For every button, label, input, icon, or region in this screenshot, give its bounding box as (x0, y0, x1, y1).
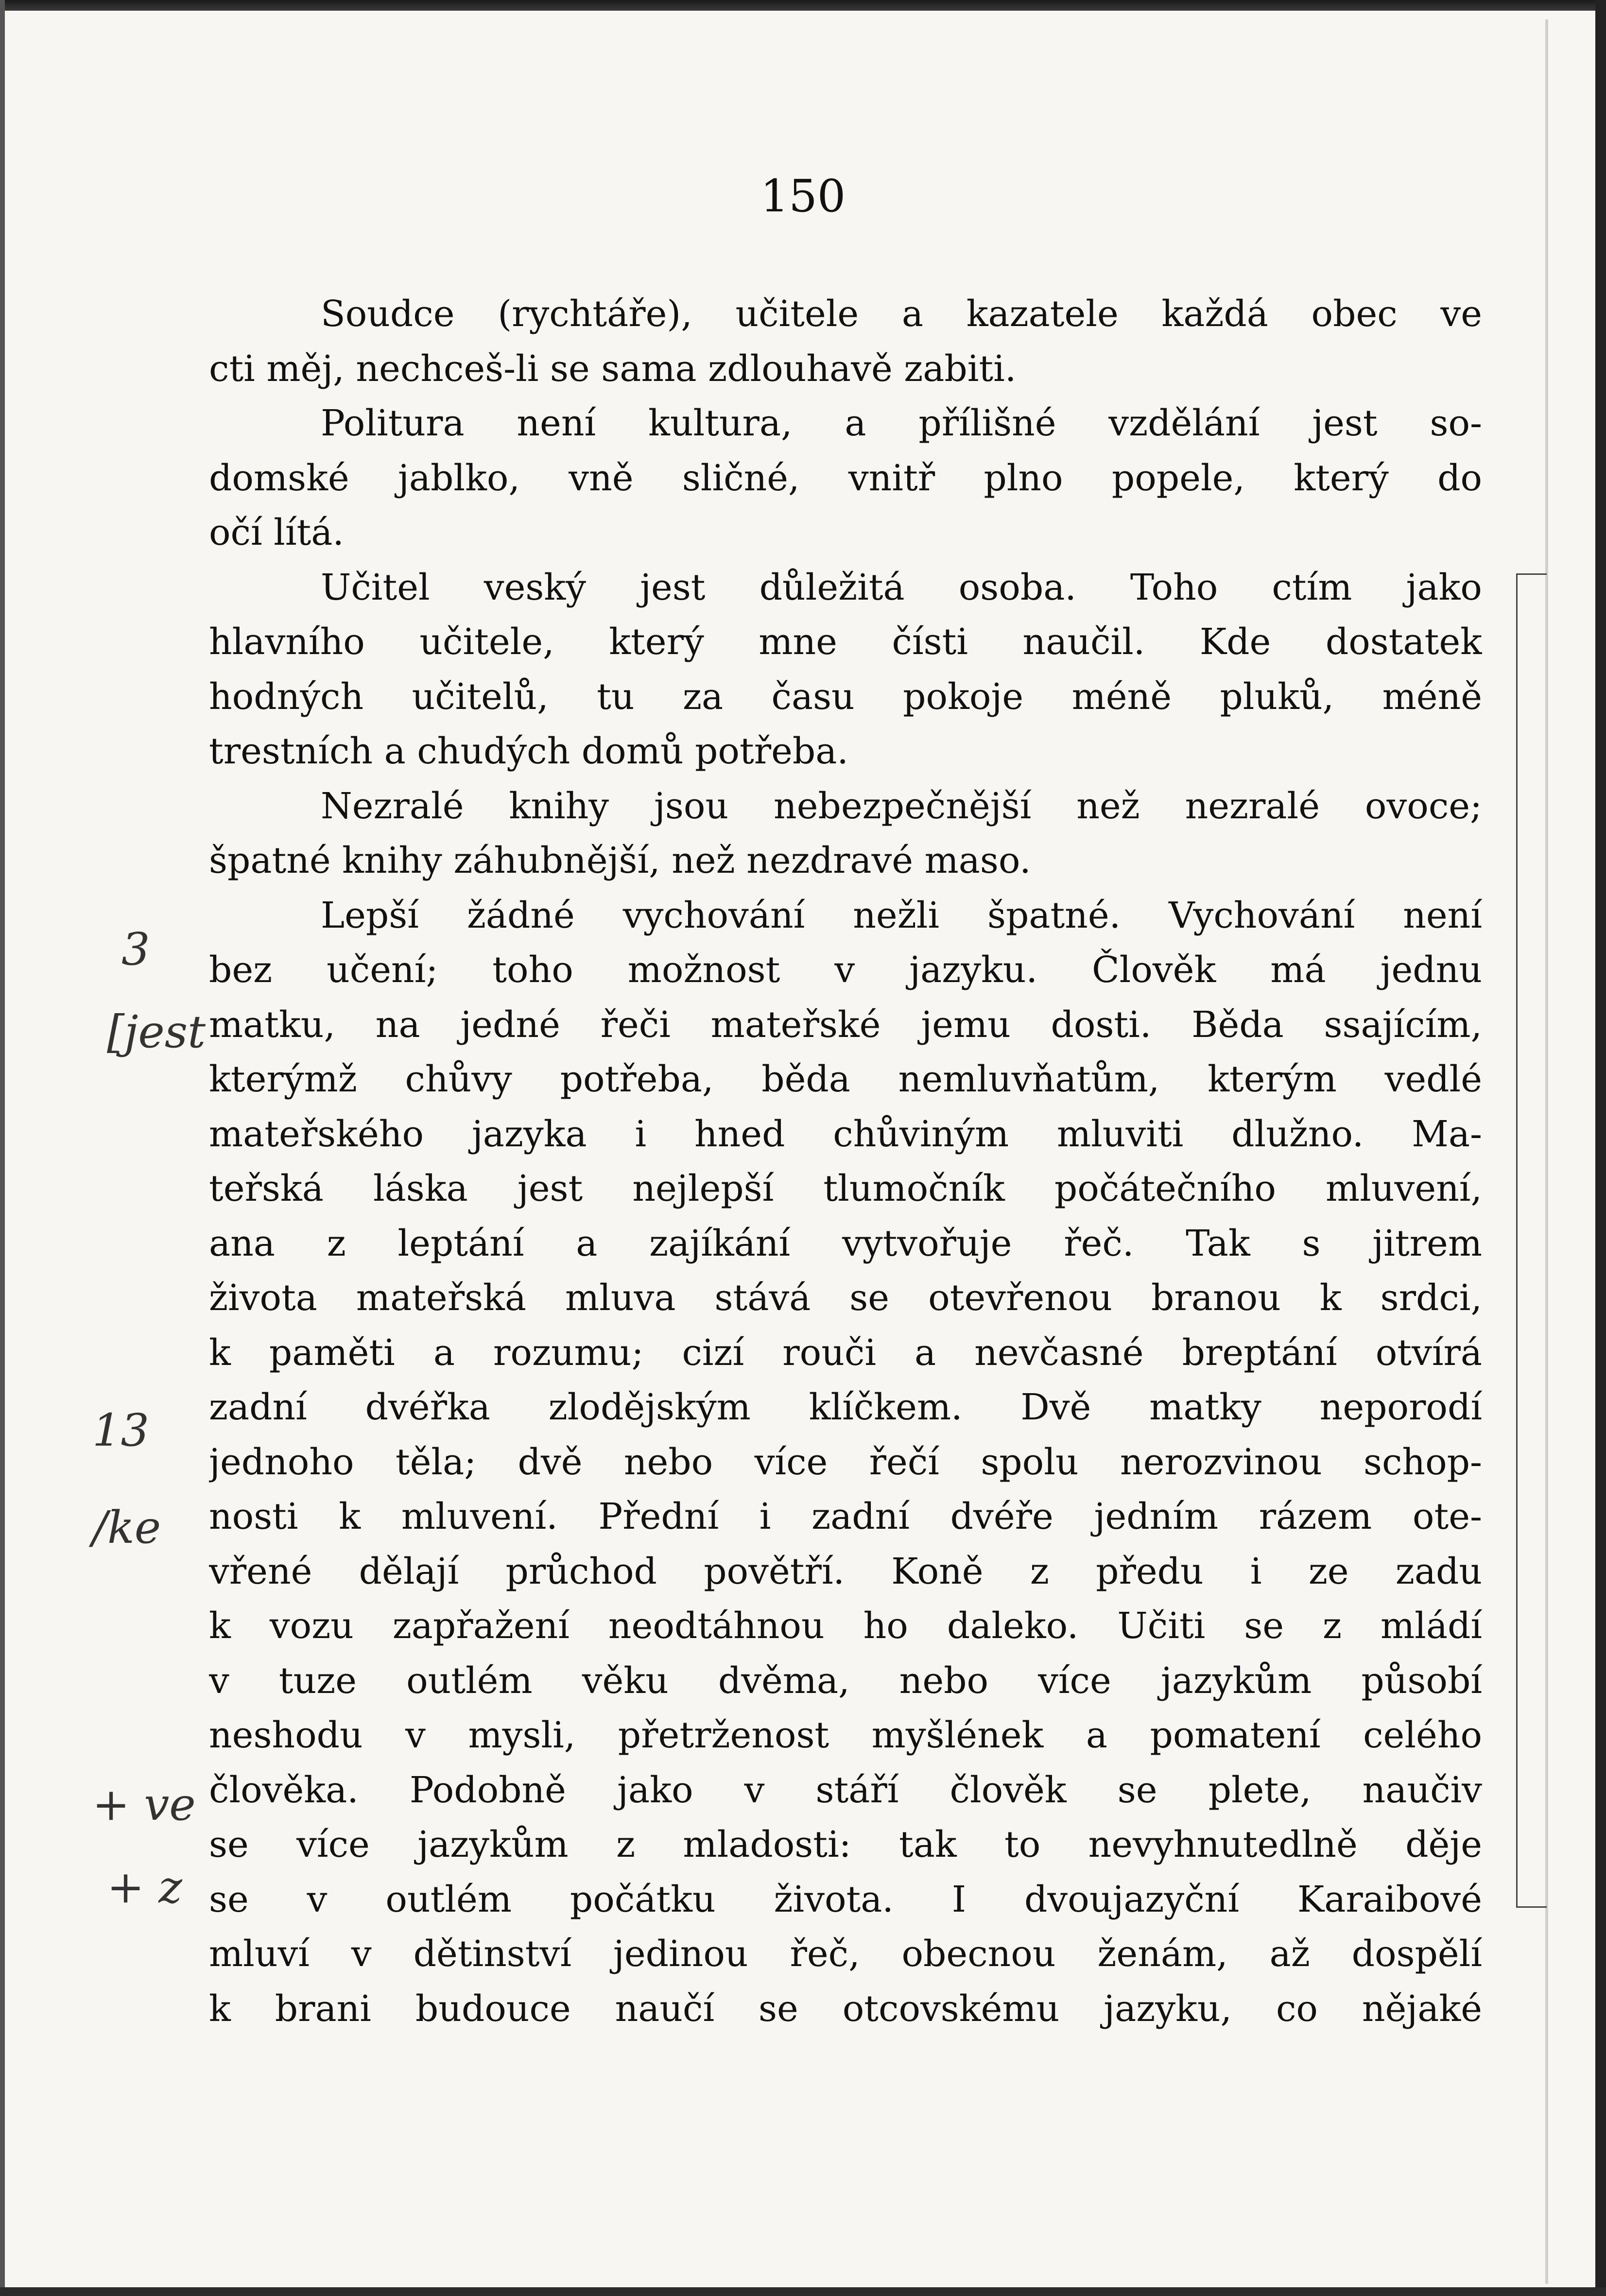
text-line: hodných učitelů, tu za času pokoje méně pluků, méně (209, 675, 1482, 718)
text-line: Nezralé knihy jsou nebezpečnější než nezralé ovoce; (321, 785, 1482, 827)
text-line: kterýmž chůvy potřeba, běda nemluvňatům, kterým vedlé (209, 1058, 1482, 1100)
text-line: ana z leptání a zajíkání vytvořuje řeč. Tak s jitrem (209, 1222, 1482, 1264)
bleed-through-bracket (1516, 573, 1547, 1908)
scan-border-top (0, 0, 1606, 11)
text-line: života mateřská mluva stává se otevřenou branou k srdci, (209, 1277, 1482, 1319)
text-line: vřené dělají průchod povětří. Koně z předu i ze zadu (209, 1550, 1482, 1592)
scan-border-right (1595, 0, 1606, 2296)
text-line: se v outlém počátku života. I dvoujazyční Karaibové (209, 1878, 1482, 1920)
margin-note: /ke (92, 1502, 161, 1554)
text-line: bez učení; toho možnost v jazyku. Člověk má jednu (209, 949, 1482, 991)
margin-note: [jest (107, 1006, 206, 1058)
text-line: Soudce (rychtáře), učitele a kazatele každá obec ve (321, 293, 1482, 335)
margin-note: + ve (92, 1778, 196, 1830)
text-line: Učitel veský jest důležitá osoba. Toho ctím jako (321, 566, 1482, 608)
margin-note: 3 (121, 923, 150, 975)
text-line: hlavního učitele, který mne čísti naučil. Kde dostatek (209, 621, 1482, 663)
text-line: k brani budouce naučí se otcovskému jazyku, co nějaké (209, 1987, 1482, 2030)
page-number: 150 (760, 170, 846, 222)
text-line: domské jablko, vně sličné, vnitř plno popele, který do (209, 457, 1482, 499)
text-line: k vozu zapřažení neodtáhnou ho daleko. Učiti se z mládí (209, 1605, 1482, 1647)
text-line: očí lítá. (209, 512, 344, 553)
scan-border-bottom (0, 2287, 1606, 2296)
margin-note: 13 (92, 1404, 150, 1456)
text-line: v tuze outlém věku dvěma, nebo více jazykům působí (209, 1659, 1482, 1702)
text-line: člověka. Podobně jako v stáří člověk se plete, naučiv (209, 1769, 1482, 1811)
text-line: mluví v dětinství jedinou řeč, obecnou ženám, až dospělí (209, 1933, 1482, 1975)
text-line: špatné knihy záhubnější, než nezdravé maso. (209, 840, 1031, 881)
text-line: se více jazykům z mladosti: tak to nevyhnutedlně děje (209, 1824, 1482, 1865)
scan-border-left (0, 0, 5, 2296)
text-line: jednoho těla; dvě nebo více řečí spolu nerozvinou schop- (209, 1441, 1482, 1483)
text-line: mateřského jazyka i hned chůviným mluviti dlužno. Ma- (209, 1113, 1482, 1155)
text-line: Politura není kultura, a přílišné vzdělání jest so- (321, 402, 1482, 444)
text-line: cti měj, nechceš-li se sama zdlouhavě zabiti. (209, 347, 1017, 390)
text-line: matku, na jedné řeči mateřské jemu dosti. Běda ssajícím, (209, 1003, 1482, 1046)
text-line: neshodu v mysli, přetrženost myšlének a pomatení celého (209, 1714, 1482, 1756)
text-line: Lepší žádné vychování nežli špatné. Vychování není (321, 894, 1482, 936)
text-line: teřská láska jest nejlepší tlumočník počátečního mluvení, (209, 1168, 1482, 1209)
text-line: k paměti a rozumu; cizí rouči a nevčasné breptání otvírá (209, 1331, 1482, 1374)
text-line: trestních a chudých domů potřeba. (209, 730, 848, 772)
text-line: zadní dvéřka zlodějským klíčkem. Dvě matky neporodí (209, 1386, 1482, 1428)
body-text (209, 287, 1482, 2036)
text-line: nosti k mluvení. Přední i zadní dvéře jedním rázem ote- (209, 1496, 1482, 1537)
margin-note: + z (107, 1861, 182, 1913)
